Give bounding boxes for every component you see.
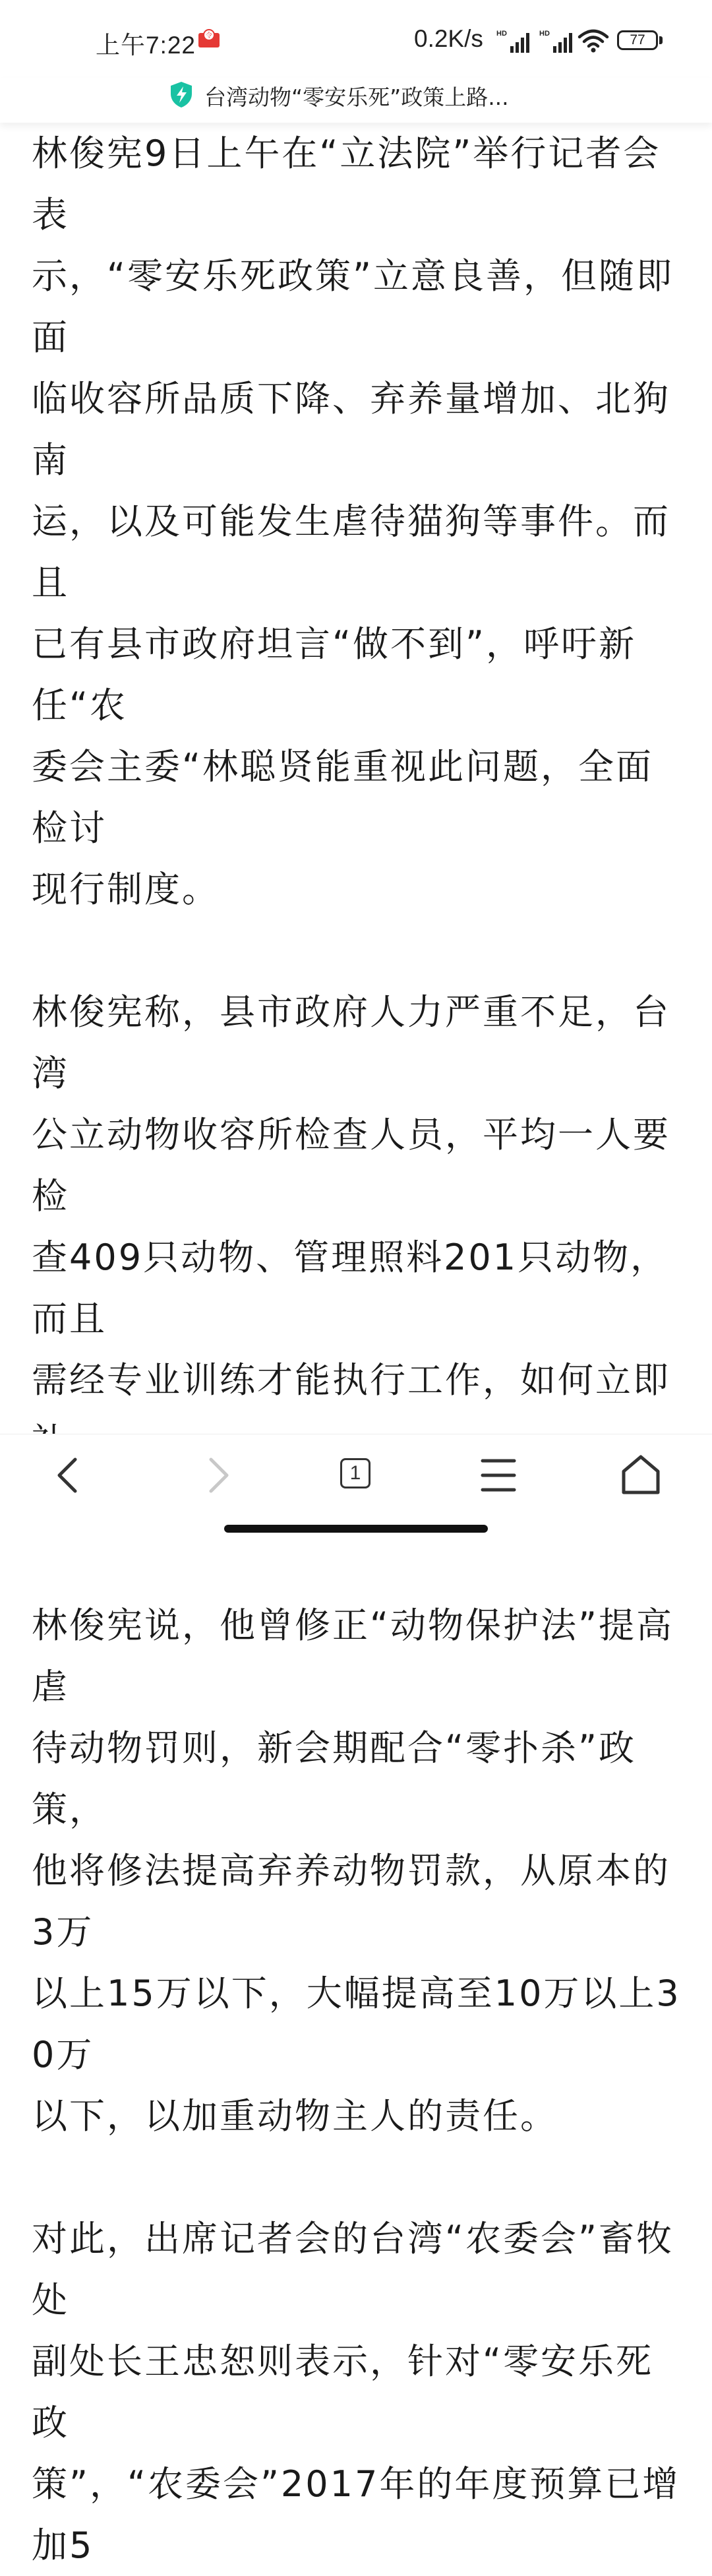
back-icon[interactable] [44,1449,96,1502]
signal-icon [539,28,576,54]
svg-text:HD: HD [539,30,550,38]
status-bar [0,0,712,78]
svg-text:令: 令 [206,32,212,40]
article-paragraph: 对此，出席记者会的台湾“农委会”畜牧处 副处长王忠恕则表示，针对“零安乐死政 策”，“农委会”2017年的年度预算已增加5 [32,2218,680,2566]
svg-text:HD: HD [496,30,507,38]
forward-icon[interactable] [190,1449,243,1502]
page-title-bar[interactable] [0,78,712,123]
home-icon[interactable] [614,1449,667,1502]
wifi-icon [578,29,609,53]
battery-icon: 77 [617,30,658,50]
shield-lightning-icon [169,80,194,108]
status-time: 上午7:22 [96,32,196,59]
menu-icon[interactable] [472,1449,525,1502]
notification-app-icon [198,29,220,49]
network-speed: 0.2K/s [414,25,483,52]
article-paragraph: 林俊宪称，县市政府人力严重不足，台湾 公立动物收容所检查人员，平均一人要检 查409只动物、管理照料201只动物，而且 需经专业训练才能执行工作，如何立即 [32,991,670,1401]
tabs-icon[interactable]: 1 [340,1458,371,1488]
article-paragraph: 林俊宪9日上午在“立法院”举行记者会表 示，“零安乐死政策”立意良善，但随即面 临收容所品质下降、弃养量增加、北狗南 运，以及可能发生虐待猫狗等事件。而且 已有县市政府坦言“做不到”，呼吁新任“农 委会主委“林聪贤能重视此问题，全面检讨 现行制度。 [32,133,674,910]
article-body [32,123,684,2566]
tabs-button[interactable] [330,1449,382,1502]
home-indicator-bar[interactable] [224,1525,488,1533]
signal-icon [496,28,533,54]
article-paragraph: 林俊宪说，他曾修正“动物保护法”提高虐 待动物罚则，新会期配合“零扑杀”政策， 他将修法提高弃养动物罚款，从原本的3万 以上15万以下，大幅提高至10万以上30万 以下，以加重动物主人的责任。 [32,1605,681,2137]
page-title[interactable]: 台湾动物“零安乐死”政策上路... [204,84,509,110]
battery-tip [659,36,663,44]
